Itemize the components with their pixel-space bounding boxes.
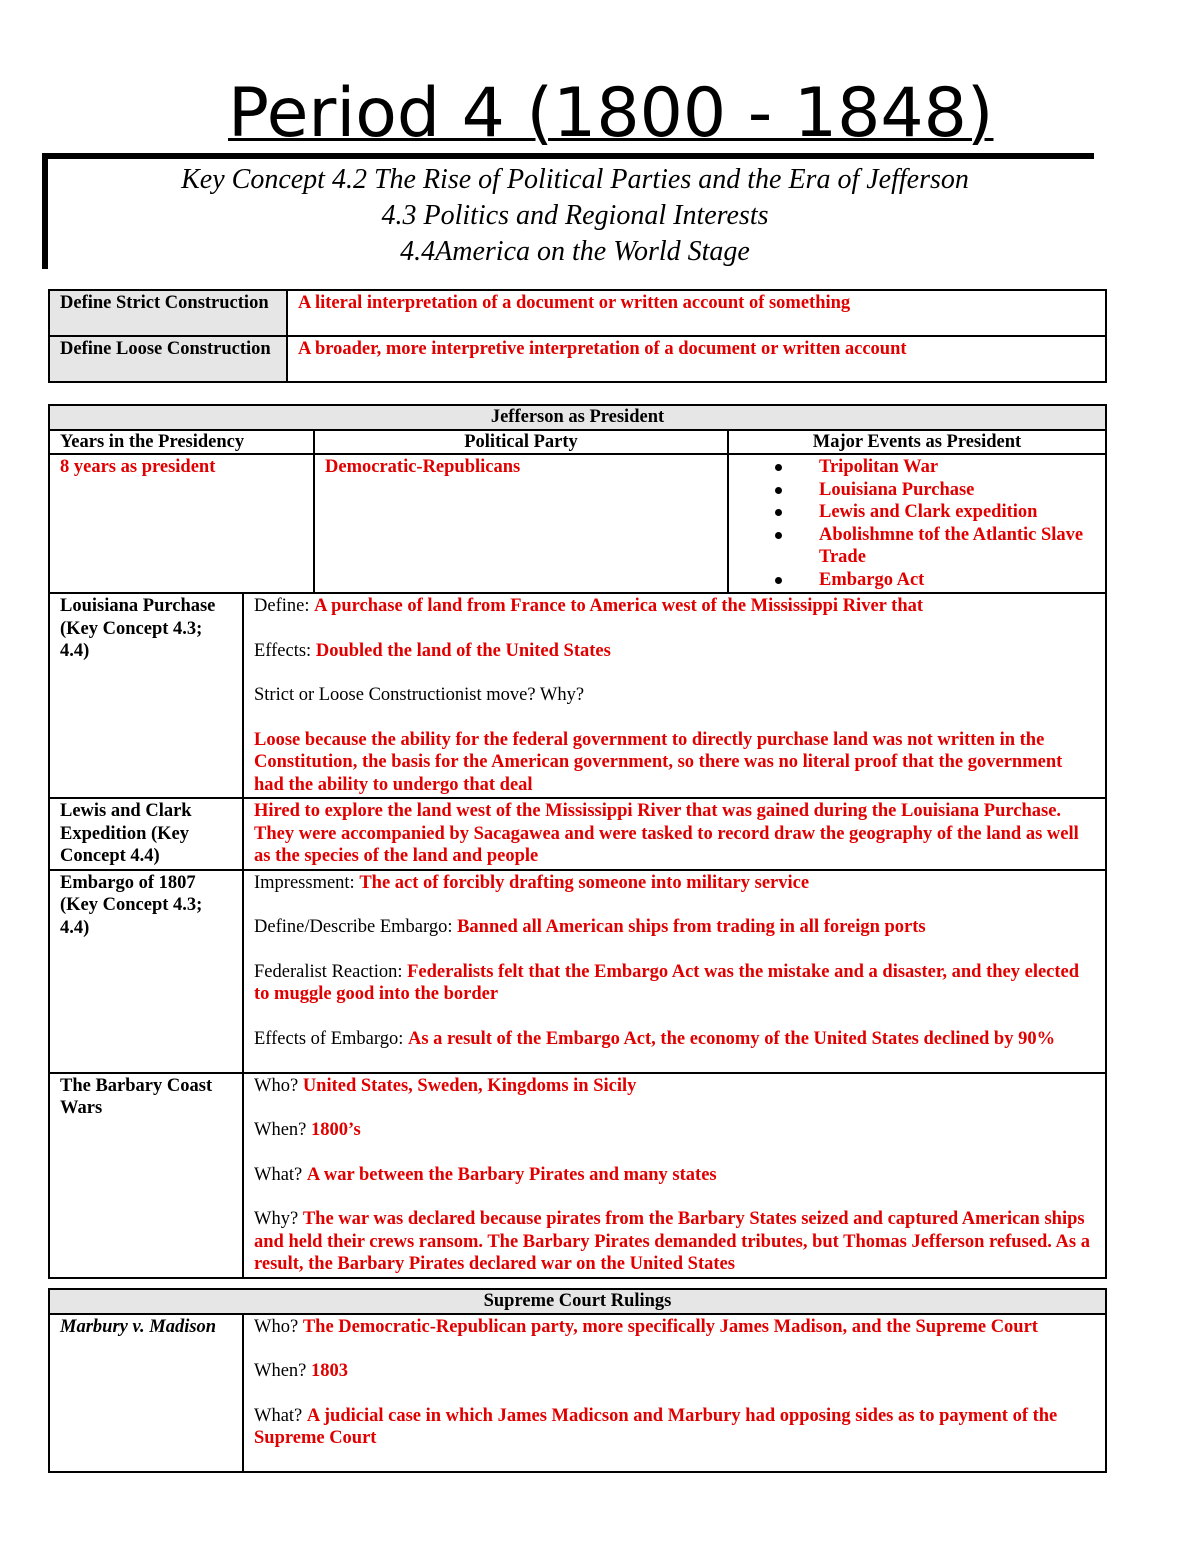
- section-header-supreme-court: Supreme Court Rulings: [49, 1289, 1106, 1314]
- question-prompt: Who?: [254, 1316, 299, 1337]
- definition-answer-loose[interactable]: A broader, more interpretive interpretation of a document or written account: [287, 336, 1106, 382]
- list-item: Embargo Act: [775, 569, 1095, 592]
- column-header-party: Political Party: [314, 430, 728, 455]
- answer-text: Loose because the ability for the federal government to directly purchase land was not written in the Constitution, the basis for the American government, so there was no literal proof that the government had the ability to undergo that deal: [254, 729, 1063, 795]
- column-header-years: Years in the Presidency: [49, 430, 314, 455]
- barbary-wars-answer[interactable]: [243, 1073, 1106, 1278]
- lewis-clark-answer[interactable]: Hired to explore the land west of the Mississippi River that was gained during the Louisiana Purchase. They were accompanied by Sacagawea and were tasked to record draw the geography of the land as well as the species of the land and people: [243, 798, 1106, 870]
- question-prompt: Federalist Reaction:: [254, 961, 403, 982]
- definition-answer-strict[interactable]: A literal interpretation of a document or written account of something: [287, 290, 1106, 336]
- answer-text: Federalists felt that the Embargo Act was the mistake and a disaster, and they elected to muggle good into the border: [254, 961, 1080, 1004]
- answer-text: Doubled the land of the United States: [315, 640, 611, 661]
- barbary-wars-label: The Barbary Coast Wars: [49, 1073, 243, 1278]
- question-prompt: What?: [254, 1405, 303, 1426]
- answer-text: 1803: [311, 1361, 349, 1381]
- question-prompt: Define/Describe Embargo:: [254, 917, 453, 937]
- list-item: Louisiana Purchase: [775, 479, 1095, 502]
- section-header-jefferson: Jefferson as President: [49, 405, 1106, 430]
- louisiana-purchase-label: Louisiana Purchase (Key Concept 4.3; 4.4): [49, 593, 243, 798]
- marbury-madison-label: Marbury v. Madison: [49, 1314, 243, 1472]
- list-item: Abolishmne tof the Atlantic Slave Trade: [775, 524, 1095, 569]
- years-answer[interactable]: 8 years as president: [49, 454, 314, 593]
- key-concept-line: 4.3 Politics and Regional Interests: [381, 200, 769, 231]
- question-prompt: When?: [254, 1120, 307, 1140]
- title-frame-left-rule: [42, 153, 48, 269]
- embargo-label: Embargo of 1807 (Key Concept 4.3; 4.4): [49, 870, 243, 1073]
- answer-text: As a result of the Embargo Act, the economy of the United States declined by 90%: [407, 1028, 1056, 1049]
- question-prompt: Effects of Embargo:: [254, 1028, 404, 1049]
- key-concept-line: 4.4America on the World Stage: [400, 236, 750, 267]
- page-title: Period 4 (1800 - 1848): [228, 74, 994, 153]
- question-prompt: Impressment:: [254, 872, 355, 893]
- key-concepts: [60, 162, 1090, 270]
- question-prompt: Define:: [254, 596, 310, 616]
- louisiana-purchase-answer[interactable]: [243, 593, 1106, 798]
- table-row: [49, 290, 1106, 336]
- question-prompt: Strict or Loose Constructionist move? Why?: [254, 685, 585, 705]
- jefferson-table: [48, 404, 1107, 1279]
- embargo-answer[interactable]: [243, 870, 1106, 1073]
- definitions-table: [48, 289, 1107, 383]
- answer-text: A judicial case in which James Madicson and Marbury had opposing sides as to payment of the Supreme Court: [254, 1405, 1058, 1448]
- answer-text: A war between the Barbary Pirates and many states: [306, 1164, 717, 1185]
- column-header-events: Major Events as President: [728, 430, 1106, 455]
- answer-text: A purchase of land from France to America west of the Mississippi River that: [314, 596, 924, 616]
- supreme-court-table: [48, 1288, 1107, 1473]
- answer-text: Banned all American ships from trading in all foreign ports: [457, 917, 926, 937]
- question-prompt: Effects:: [254, 640, 312, 661]
- answer-text: The act of forcibly drafting someone into military service: [359, 872, 810, 893]
- question-prompt: What?: [254, 1164, 303, 1185]
- key-concept-line: Key Concept 4.2 The Rise of Political Parties and the Era of Jefferson: [181, 164, 969, 195]
- events-cell[interactable]: [728, 454, 1106, 593]
- list-item: Lewis and Clark expedition: [775, 501, 1095, 524]
- table-row: [49, 336, 1106, 382]
- lewis-clark-label: Lewis and Clark Expedition (Key Concept 4.4): [49, 798, 243, 870]
- definition-label-loose: Define Loose Construction: [49, 336, 287, 382]
- title-frame-top-rule: [42, 153, 1094, 159]
- party-answer[interactable]: Democratic-Republicans: [314, 454, 728, 593]
- list-item: Tripolitan War: [775, 456, 1095, 479]
- answer-text: The Democratic-Republican party, more specifically James Madison, and the Supreme Court: [302, 1316, 1038, 1337]
- marbury-madison-answer[interactable]: [243, 1314, 1106, 1472]
- answer-text: 1800’s: [311, 1120, 361, 1140]
- answer-text: The war was declared because pirates from the Barbary States seized and captured American ships and held their crews ransom. The Barbary Pirates demanded tributes, but Thomas Jefferson refused. As a result, the Barbary Pirates declared war on the United States: [254, 1209, 1090, 1274]
- question-prompt: Why?: [254, 1209, 299, 1229]
- answer-text: United States, Sweden, Kingdoms in Sicily: [302, 1075, 637, 1096]
- question-prompt: When?: [254, 1361, 307, 1381]
- events-list: [739, 456, 1095, 591]
- question-prompt: Who?: [254, 1075, 299, 1096]
- definition-label-strict: Define Strict Construction: [49, 290, 287, 336]
